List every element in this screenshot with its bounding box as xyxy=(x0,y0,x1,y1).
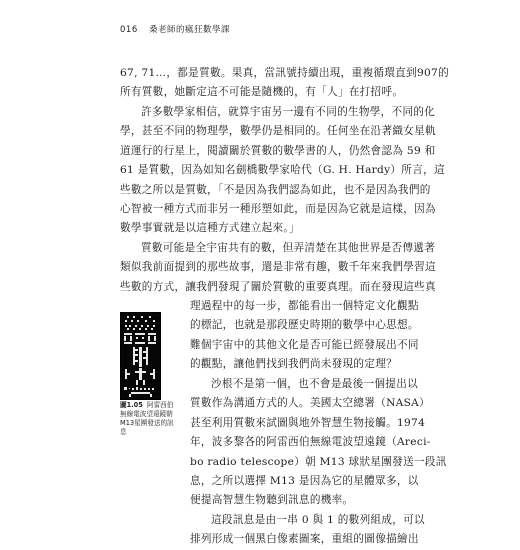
text-line: 所有質數，她斷定這不可能是隨機的，有「人」在打招呼。 xyxy=(120,86,404,99)
text-line: 沙根不是第一個，也不會是最後一個提出以 xyxy=(211,378,418,390)
text-line: 的觀點，讓他們找到我們尚未發現的定理？ xyxy=(190,358,397,371)
figure-label: 圖1.05 xyxy=(120,401,143,409)
text-line: 數學事實就是以這種方式建立起來。」 xyxy=(120,222,300,235)
arecibo-message-image xyxy=(120,312,161,400)
text-line: 便提高智慧生物聽到訊息的機率。 xyxy=(190,494,354,507)
text-line: 道運行的行星上，閱讀關於質數的數學書的人，仍然會認為 59 和 xyxy=(120,144,436,157)
text-line: 排列形成一個黑白像素圖案，重組的圖像描繪出 xyxy=(190,533,419,546)
text-line: 甚至利用質數來試圖與地外智慧生物接觸。1974 xyxy=(190,416,426,429)
text-line: 這段訊息是由一串 0 與 1 的數列組成，可以 xyxy=(211,514,425,526)
caption-line: 無線電波望遠鏡朝 xyxy=(120,410,173,418)
text-line: 許多數學家相信，就算宇宙另一邊有不同的生物學，不同的化 xyxy=(141,106,436,118)
text-line: 理過程中的每一步，都能看出一個特定文化觀點 xyxy=(190,300,419,312)
text-line: 息，之所以選擇 M13 是因為它的星體眾多，以 xyxy=(190,475,419,488)
text-line: 61 是質數，因為如知名劍橋數學家哈代（G. H. Hardy）所言，這 xyxy=(120,164,445,177)
paragraph-3 xyxy=(120,239,436,297)
text-line: 質數作為溝通方式的人。美國太空總署（NASA） xyxy=(190,397,431,410)
figure-caption xyxy=(120,401,180,437)
paragraph-5 xyxy=(190,511,425,550)
caption-line: 息 xyxy=(120,428,127,436)
paragraph-4 xyxy=(190,375,447,511)
caption-line: 阿雷西伯 xyxy=(146,401,174,409)
arecibo-pixel-graphic xyxy=(121,313,160,399)
text-line: 學，甚至不同的物理學，數學仍是相同的。任何坐在沿著織女星軌 xyxy=(120,125,436,138)
text-line: 類似我前面提到的那些故事，還是非常有趣，數千年來我們學習這 xyxy=(120,261,436,274)
book-title: 桑老師的瘋狂數學課 xyxy=(148,25,230,35)
text-line: bo radio telescope）朝 M13 球狀星團發送一段訊 xyxy=(190,455,447,468)
paragraph-2 xyxy=(120,103,445,239)
text-line: 心智被一種方式而非另一種形塑如此，而是因為它就是這樣，因為 xyxy=(120,203,436,216)
text-line: 年，波多黎各的阿雷西伯無線電波望遠鏡（Areci- xyxy=(190,436,431,449)
text-line: 質數可能是全宇宙共有的數，但弄清楚在其他世界是否傳遞著 xyxy=(141,242,436,254)
paragraph-3-continued xyxy=(190,297,419,375)
text-line: 的標記，也就是那段歷史時期的數學中心思想。 xyxy=(190,319,419,332)
caption-line: M13星團發送的訊 xyxy=(120,419,174,427)
text-line: 難個宇宙中的其他文化是否可能已經發展出不同 xyxy=(190,338,419,351)
text-line: 些數的方式，讓我們發現了關於質數的重要真理。而在發現這些真 xyxy=(120,280,436,293)
page-number: 016 xyxy=(120,25,138,35)
running-header xyxy=(120,23,230,35)
paragraph-1 xyxy=(120,64,449,103)
text-line: 些數之所以是質數，「不是因為我們認為如此，也不是因為我們的 xyxy=(120,183,431,196)
text-line: 67, 71…，都是質數。果真，當訊號持續出現，重複循環直到907的 xyxy=(120,67,449,79)
